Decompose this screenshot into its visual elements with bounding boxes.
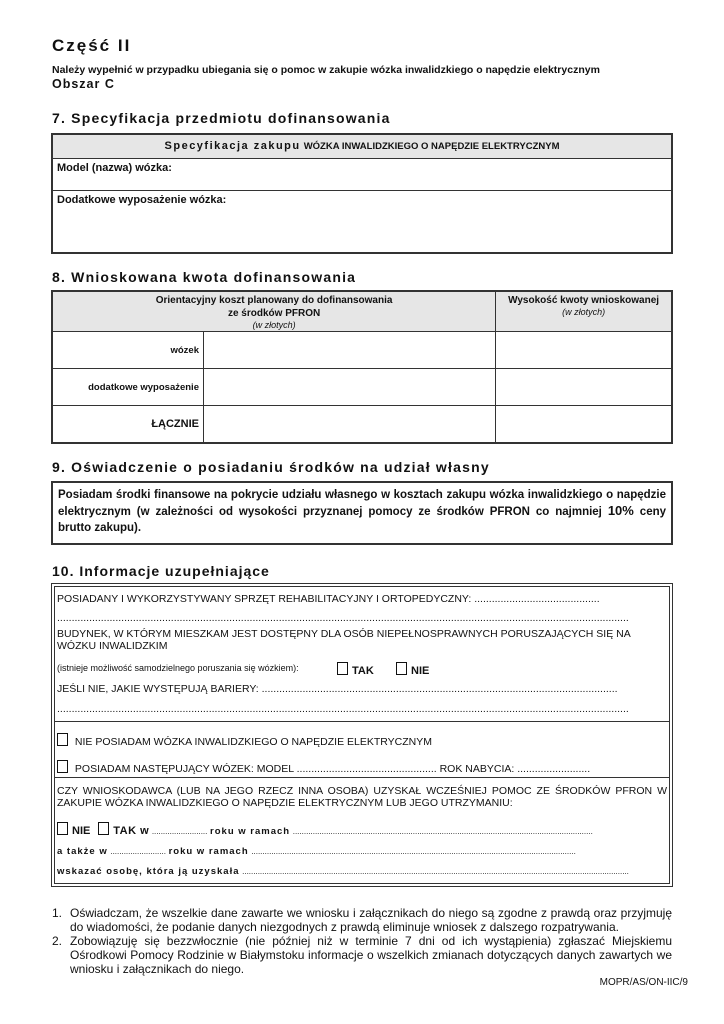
- checkbox-no-wheelchair[interactable]: [57, 733, 68, 746]
- spec-header-label: Specyfikacja zakupu: [164, 140, 301, 152]
- cost-header-line1: Orientacyjny koszt planowany do dofinansowania: [155, 295, 393, 306]
- divider: [54, 777, 670, 778]
- no-wheelchair-option[interactable]: [57, 733, 432, 748]
- independent-note: (istnieje możliwość samodzielnego poruszania się wózkiem):: [57, 663, 299, 673]
- requested-total-cell[interactable]: [496, 406, 672, 443]
- own-funds-statement: [51, 481, 673, 545]
- requested-header-unit: (w złotych): [562, 307, 606, 317]
- also-year-in-label: roku w ramach: [168, 846, 249, 857]
- amount-row: [52, 406, 672, 443]
- own-funds-text: Posiadam środki finansowe na pokrycie udziału własnego w kosztach zakupu wózka inwalidzkiego o napędzie elektrycznym (w zależności od wysokości przyznanej pomocy ze środków PFRON co najmniej: [58, 489, 666, 518]
- cost-wheelchair-cell[interactable]: [204, 332, 496, 369]
- row-label-wheelchair: wózek: [52, 332, 204, 369]
- declaration-item: 2. Zobowiązuję się bezzwłocznie (nie później niż w terminie 7 dni od ich wystąpienia) zgłaszać Miejskiemu Ośrodkowi Pomocy Rodzinie w Białymstoku informacje o wszelkich zmianach dotyczących danych zawartych we wniosku i załącznikach do niego.: [52, 934, 672, 976]
- declaration-1: Oświadczam, że wszelkie dane zawarte we wniosku i załącznikach do niego są zgodne z prawdą oraz przyjmuję do wiadomości, że podanie danych niezgodnych z prawdą eliminuje wniosek z dalszego rozpatrywania.: [70, 906, 672, 934]
- option-tak[interactable]: [337, 662, 374, 677]
- cost-header-line2: ze środków PFRON: [227, 308, 321, 319]
- nie-label: NIE: [411, 665, 430, 677]
- section-8-table: [51, 290, 673, 444]
- divider: [54, 721, 670, 722]
- requested-wheelchair-cell[interactable]: [496, 332, 672, 369]
- model-label: Model (nazwa) wózka:: [57, 162, 172, 174]
- barriers-line[interactable]: JEŚLI NIE, JAKIE WYSTĘPUJĄ BARIERY: ..........................................................................................................................: [57, 683, 618, 695]
- indicate-label: wskazać osobę, która ją uzyskała: [57, 866, 240, 877]
- equipment-line[interactable]: POSIADANY I WYKORZYSTYWANY SPRZĘT REHABILITACYJNY I ORTOPEDYCZNY: ...........................................: [57, 593, 600, 605]
- has-wheelchair-option[interactable]: POSIADAM NASTĘPUJĄCY WÓZEK: MODEL ................................................ ROK NABYCIA: .........................: [57, 760, 663, 775]
- prior-answer-line[interactable]: NIE TAK w ......................... roku w ramach .......................................................................................................................................: [57, 822, 667, 837]
- row-label-total: ŁĄCZNIE: [52, 406, 204, 443]
- own-funds-percent: 10%: [607, 503, 634, 518]
- requested-extra-cell[interactable]: [496, 369, 672, 406]
- section-7-table: [51, 133, 673, 254]
- option-nie[interactable]: [396, 662, 429, 677]
- barriers-line-2[interactable]: ....................................................................................................................................................................................................: [57, 703, 629, 715]
- own-funds-text-end: ceny brutto zakupu).: [58, 506, 667, 534]
- section-10-title: 10. Informacje uzupełniające: [52, 563, 270, 579]
- checkbox-has-wheelchair[interactable]: [57, 760, 68, 773]
- form-code: MOPR/AS/ON-IIC/9: [599, 977, 688, 988]
- has-wheelchair-label: POSIADAM NASTĘPUJĄCY WÓZEK: MODEL: [74, 763, 294, 775]
- section-8-title: 8. Wnioskowana kwota dofinansowania: [52, 269, 357, 285]
- extra-equipment-field[interactable]: [53, 191, 671, 209]
- model-field[interactable]: [53, 159, 671, 191]
- prior-nie-label: NIE: [72, 825, 91, 837]
- building-label: BUDYNEK, W KTÓRYM MIESZKAM JEST DOSTĘPNY DLA OSÓB NIEPEŁNOSPRAWNYCH PORUSZAJĄCYCH SIĘ NA WÓZKU INWALIDZKIM: [57, 628, 631, 652]
- declaration-2: Zobowiązuję się bezzwłocznie (nie później niż w terminie 7 dni od ich wystąpienia) zgłaszać Miejskiemu Ośrodkowi Pomocy Rodzinie w Białymstoku informacje o wszelkich zmianach dotyczących danych zawartych we wniosku i załącznikach do niego.: [70, 934, 672, 976]
- amount-row: [52, 332, 672, 369]
- prior-year-in-label: roku w ramach: [210, 826, 291, 837]
- equipment-line-2[interactable]: ....................................................................................................................................................................................................: [57, 612, 629, 624]
- checkbox-prior-nie[interactable]: [57, 822, 68, 835]
- equipment-label: POSIADANY I WYKORZYSTYWANY SPRZĘT REHABILITACYJNY I ORTOPEDYCZNY:: [57, 593, 472, 605]
- declarations: [52, 906, 672, 976]
- spec-header-caps: WÓZKA INWALIDZKIEGO O NAPĘDZIE ELEKTRYCZNYM: [303, 141, 560, 152]
- row-label-extra: dodatkowe wyposażenie: [52, 369, 204, 406]
- prior-tak-label: TAK w: [113, 825, 150, 837]
- amount-row: [52, 369, 672, 406]
- prior-also-line[interactable]: a także w ......................... roku w ramach ..................................................................................................................................................: [57, 846, 576, 857]
- cost-header-unit: (w złotych): [252, 320, 296, 330]
- checkbox-tak[interactable]: [337, 662, 348, 675]
- prior-question: CZY WNIOSKODAWCA (LUB NA JEGO RZECZ INNA OSOBA) UZYSKAŁ WCZEŚNIEJ POMOC ZE ŚRODKÓW PFRON W ZAKUPIE WÓZKA INWALIDZKIEGO O NAPĘDZIE ELEKTRYCZNYM LUB JEGO UTRZYMANIU:: [57, 785, 667, 809]
- checkbox-nie[interactable]: [396, 662, 407, 675]
- section-7-title: 7. Specyfikacja przedmiotu dofinansowania: [52, 110, 391, 126]
- cost-total-cell[interactable]: [204, 406, 496, 443]
- also-w-label: a także w: [57, 846, 108, 857]
- year-label: ROK NABYCIA:: [439, 763, 515, 775]
- cost-header: [52, 291, 496, 332]
- requested-header-line1: Wysokość kwoty wnioskowanej: [508, 295, 660, 306]
- section-9-title: 9. Oświadczenie o posiadaniu środków na udział własny: [52, 459, 490, 475]
- intro-line: Należy wypełnić w przypadku ubiegania się o pomoc w zakupie wózka inwalidzkiego o napędzie elektrycznym: [52, 64, 600, 76]
- requested-header: [496, 291, 672, 332]
- area-label: Obszar C: [52, 77, 115, 91]
- part-title: Część II: [52, 36, 132, 55]
- checkbox-prior-tak[interactable]: [98, 822, 109, 835]
- cost-extra-cell[interactable]: [204, 369, 496, 406]
- tak-label: TAK: [352, 665, 374, 677]
- spec-header: [53, 135, 671, 159]
- barriers-label: JEŚLI NIE, JAKIE WYSTĘPUJĄ BARIERY:: [57, 683, 259, 695]
- indicate-person-line[interactable]: wskazać osobę, która ją uzyskała ..............................................................................................................................................................................: [57, 866, 629, 877]
- extra-equipment-label: Dodatkowe wyposażenie wózka:: [57, 194, 227, 206]
- no-wheelchair-label: NIE POSIADAM WÓZKA INWALIDZKIEGO O NAPĘDZIE ELEKTRYCZNYM: [74, 736, 432, 748]
- declaration-item: 1. Oświadczam, że wszelkie dane zawarte we wniosku i załącznikach do niego są zgodne z prawdą oraz przyjmuję do wiadomości, że podanie danych niezgodnych z prawdą eliminuje wniosek z dalszego rozpatrywania.: [52, 906, 672, 934]
